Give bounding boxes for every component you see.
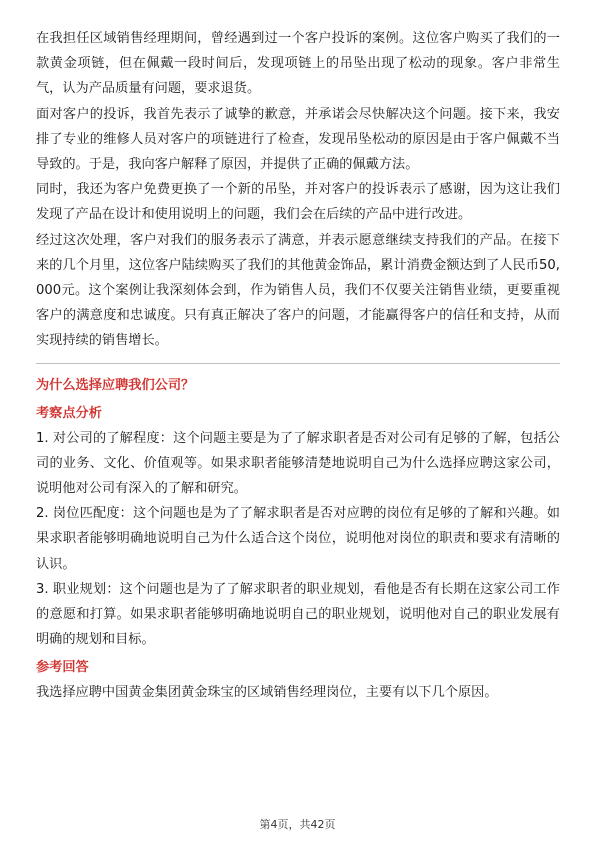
section-divider <box>36 363 560 364</box>
story-paragraph: 经过这次处理，客户对我们的服务表示了满意，并表示愿意继续支持我们的产品。在接下来的几个月里，这位客户陆续购买了我们的其他黄金饰品，累计消费金额达到了人民币50,000元。这个案例让我深刻体会到，作为销售人员，我们不仅要关注销售业绩，更要重视客户的满意度和忠诚度。只有真正解决了客户的问题，才能赢得客户的信任和支持，从而实现持续的销售增长。 <box>36 232 560 349</box>
answer-text: 我选择应聘中国黄金集团黄金珠宝的区域销售经理岗位，主要有以下几个原因。 <box>36 685 498 701</box>
story-paragraph: 同时，我还为客户免费更换了一个新的吊坠，并对客户的投诉表示了感谢，因为这让我们发现了产品在设计和使用说明上的问题，我们会在后续的产品中进行改进。 <box>36 182 560 223</box>
analysis-point: 2. 岗位匹配度：这个问题也是为了了解求职者是否对应聘的岗位有足够的了解和兴趣。如果求职者能够明确地说明自己为什么适合这个岗位，说明他对岗位的职责和要求有清晰的认识。 <box>36 506 560 572</box>
analysis-point: 3. 职业规划：这个问题也是为了了解求职者的职业规划，看他是否有长期在这家公司工作的意愿和打算。如果求职者能够明确地说明自己的职业规划，说明他对自己的职业发展有明确的规划和目标。 <box>36 581 560 648</box>
story-paragraph: 面对客户的投诉，我首先表示了诚挚的歉意，并承诺会尽快解决这个问题。接下来，我安排了专业的维修人员对客户的项链进行了检查，发现吊坠松动的原因是由于客户佩戴不当导致的。于是，我向客户解释了原因，并提供了正确的佩戴方法。 <box>36 106 560 173</box>
story-paragraph: 在我担任区域销售经理期间，曾经遇到过一个客户投诉的案例。这位客户购买了我们的一款黄金项链，但在佩戴一段时间后，发现项链上的吊坠出现了松动的现象。客户非常生气，认为产品质量有问题，要求退货。 <box>36 31 560 97</box>
document-page <box>36 26 560 706</box>
question-title: 为什么选择应聘我们公司？ <box>36 377 195 393</box>
analysis-point: 1. 对公司的了解程度：这个问题主要是为了了解求职者是否对公司有足够的了解，包括公司的业务、文化、价值观等。如果求职者能够清楚地说明自己为什么选择应聘这家公司，说明他对公司有深入的了解和研究。 <box>36 430 560 497</box>
analysis-heading: 考察点分析 <box>36 405 102 421</box>
page-number: 第4页，共42页 <box>259 818 336 831</box>
answer-heading: 参考回答 <box>36 660 89 676</box>
